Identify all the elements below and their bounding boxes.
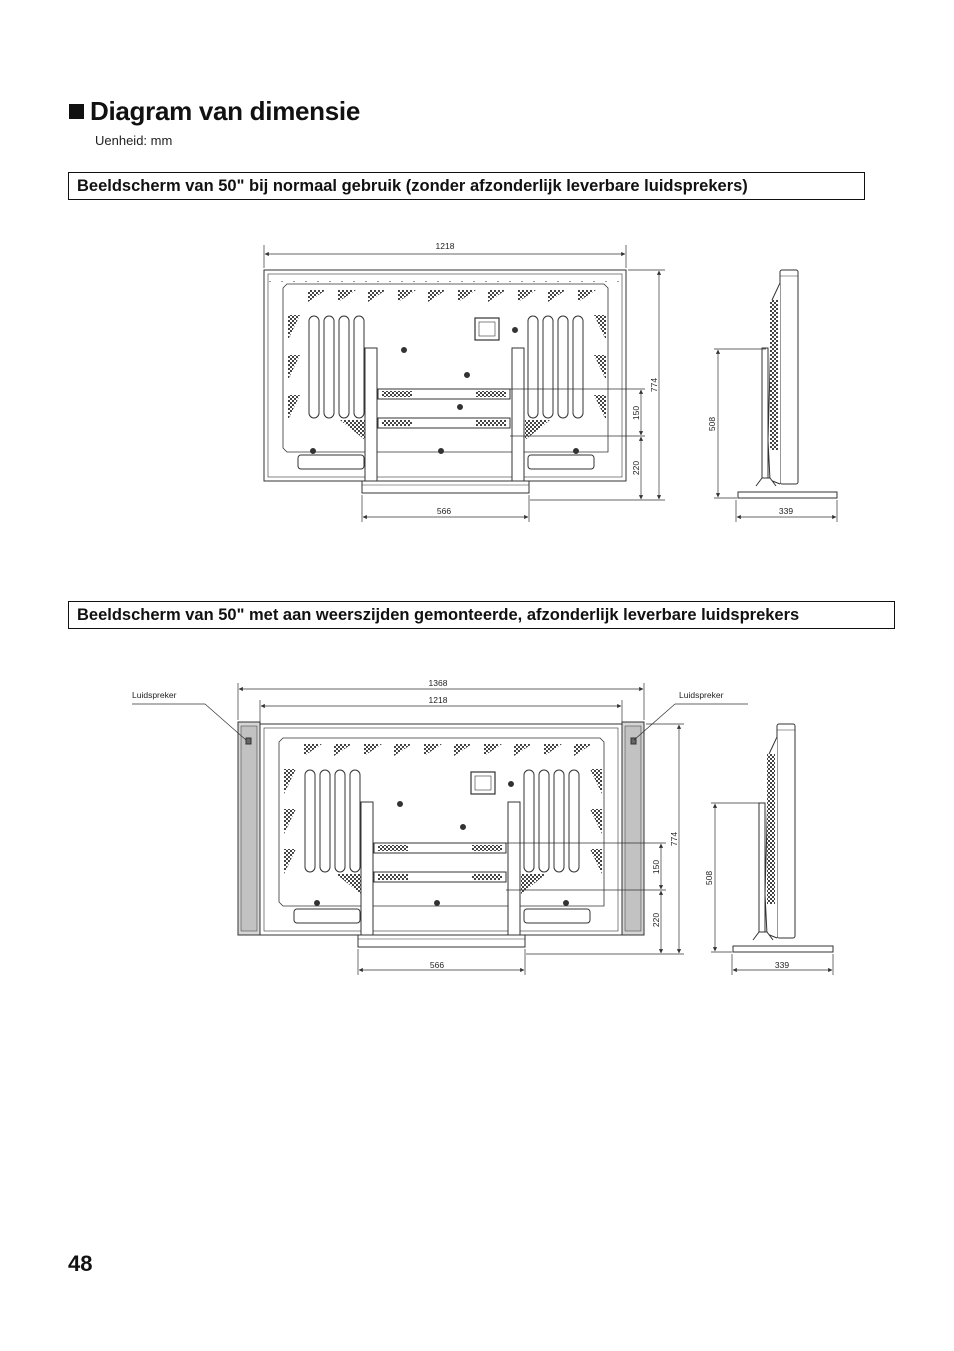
d1-height-label: 774 <box>649 377 659 393</box>
d2-speaker-right-label: Luidspreker <box>679 690 724 700</box>
d1-bracket-base-label: 220 <box>631 460 641 476</box>
d2-speaker-left-label: Luidspreker <box>132 690 177 700</box>
d2-side-depth-label: 339 <box>774 960 790 970</box>
d1-bracket-spacing-label: 150 <box>631 405 641 421</box>
d2-bracket-base-label: 220 <box>651 912 661 928</box>
unit-label: Uenheid: mm <box>95 133 173 148</box>
diagram1-side-view <box>738 270 837 498</box>
page-number: 48 <box>68 1251 93 1276</box>
d1-side-height-label: 508 <box>707 416 717 432</box>
d1-stand-width-label: 566 <box>436 506 452 516</box>
d1-side-depth-label: 339 <box>778 506 794 516</box>
section2-title: Beeldscherm van 50" met aan weerszijden gemonteerde, afzonderlijk leverbare luidsprekers <box>68 601 895 629</box>
section1-title: Beeldscherm van 50" bij normaal gebruik (zonder afzonderlijk leverbare luidsprekers) <box>68 172 865 200</box>
d1-width-label: 1218 <box>435 241 455 251</box>
diagram2-side-view <box>733 724 833 952</box>
d2-stand-width-label: 566 <box>429 960 445 970</box>
d2-width-label: 1218 <box>428 695 448 705</box>
d2-total-width-label: 1368 <box>428 678 448 688</box>
d2-bracket-spacing-label: 150 <box>651 859 661 875</box>
diagram1-back-view <box>264 270 626 493</box>
d2-side-height-label: 508 <box>704 870 714 886</box>
page-title-text: Diagram van dimensie <box>90 96 360 126</box>
diagram2-back-view <box>238 722 644 947</box>
d2-height-label: 774 <box>669 831 679 847</box>
